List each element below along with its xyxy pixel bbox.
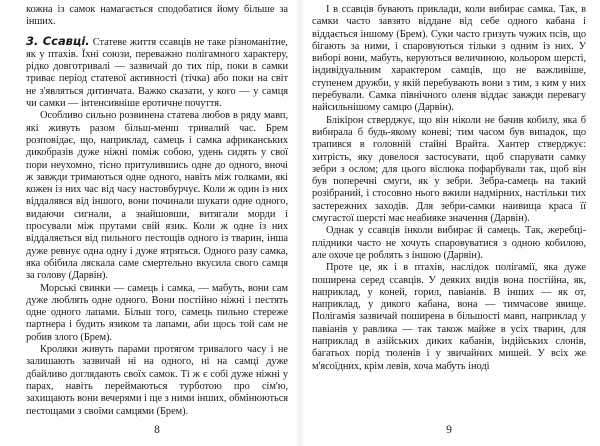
page-number-left: 8 — [154, 424, 160, 436]
paragraph: Однак у ссавців інколи вибирає й самець. Так, жеребці-плідники часто не хочуть спаровуватися з одною кобилою, але охоче це роблять з іншою (Дарвін). — [312, 225, 586, 261]
paragraph: Кроляки живуть парами протягом тривалого часу і не залишають зазвичай ні на одного, ні на самці дуже дбайливо доглядають своїх самок. Ті ж є собі дуже ніжні у парах, навіть переймаються турботою про сім'ю, захищають вони вечерями і ще з ними інших, обмінюються пестощами з своїми самцями (Брем). — [26, 344, 288, 417]
continuation-text: кожна із самок намагається сподобатися йому більше за інших. — [26, 4, 288, 28]
section-intro-text: Статеве життя ссавців не таке різноманітне, як у птахів. Їхні союзи, переважно полігамного характеру, рідко довготривалі — зазвичай до тих пір, поки в самки триває період статевої активності (тічка) або поки на світ не з'являться дитинчата. Важко сказати, у кого — у самця чи самки — інтенсивніше еротичне почуття. — [26, 36, 288, 110]
paragraph: Морські свинки — самець і самка, — мабуть, вони сам дуже люблять одне одного. Вони постійно ніжні і пестять одне одного лапами. Більш того, самець пильно стереже партнера і будить язиком та лапами, аби щось той сам не робив злого (Брем). — [26, 282, 288, 343]
section-heading: 3. Ссавці. — [26, 33, 90, 48]
book-gutter — [296, 0, 304, 446]
paragraph: І в ссавців бувають приклади, коли вибирає самка. Так, в самки часто завзято віддане від себе одного кабана і віддається іншому (Брем). Суки часто гризуть чужих псів, що бігають за ними, і спаровуються тільки з одним із них. У виборі вони, мабуть, керуються величиною, кольором шерсті, індивідуальним характером самців, що не важливіше, ступенем дружби, у якій перебувають вони з тим, з ким у них перебували. Самка північного оленя віддає завжди перевагу найсильнішому самцю (Дарвін). — [312, 4, 586, 114]
paragraph: Особливо сильно розвинена статева любов в ряду мавп, які живуть разом більш-менш тривалий час. Брем розповідає, що, наприклад, самець і самка африканських дикобразів дуже ніжні поміж собою, удень сидять у свої пори неухомно, тісно притулившись одне до одного, вночі ж завжди тримаються одне одного, навіть між голками, які кожен із них час від часу настовбурчує. Коли ж один із них віддалявся від іншого, вони починали шукати одне одного, видаючи сигнали, а знайшовши, витягали морди і просували між прутами свій язик. Коли ж одне із них віддаляється від пильного пестощів одного із тварин, інша дуже ревнує одна одну і дуже ятряться. Одного разу самка, яка обібила ляскала саме смертельно вкусила свого самця за голову (Дарвін). — [26, 110, 288, 282]
paragraph: Проте це, як і в птахів, наслідок полігамії, яка дуже поширена серед ссавців. У деяких видів вона постійна, як, наприклад, у коней, горил, павіанів. В інших — як от, наприклад, у дикого кабана, вона — тимчасове явище. Полігамія зазвичай поширена в більшості мавп, наприклад у павіанів у равлика — так також майже в усіх тварин, для наприклад в азійських диких кабанів, індійських слонів, багатьох порід тюленів і у звичайних мишей. У всіх же м'ясоїдних, крім левів, хоча мабуть іноді — [312, 262, 586, 372]
page-number-right: 9 — [446, 424, 452, 436]
paragraph: Блікірон стверджує, що він ніколи не бачив кобилу, яка б вибирала б будь-якому коневі; тим часом був випадок, що трапився в головній стайні Врайта. Хантер стверджує: хитрість, яку довелося застосувати, щоб спарувати самку зебри з ослом; для цього віслюка пофарбували так, щоб він був поперечні смуги, як у зебри. Зебра-самець на такий розібраний, і стосовно нього вжили надмірних, настільки тих застережних заходів. Для зебри-самки наивища краса її смугастої шерсті має неабияке значення (Дарвін). — [312, 114, 586, 225]
section-paragraph — [26, 35, 288, 111]
right-page — [300, 0, 600, 446]
